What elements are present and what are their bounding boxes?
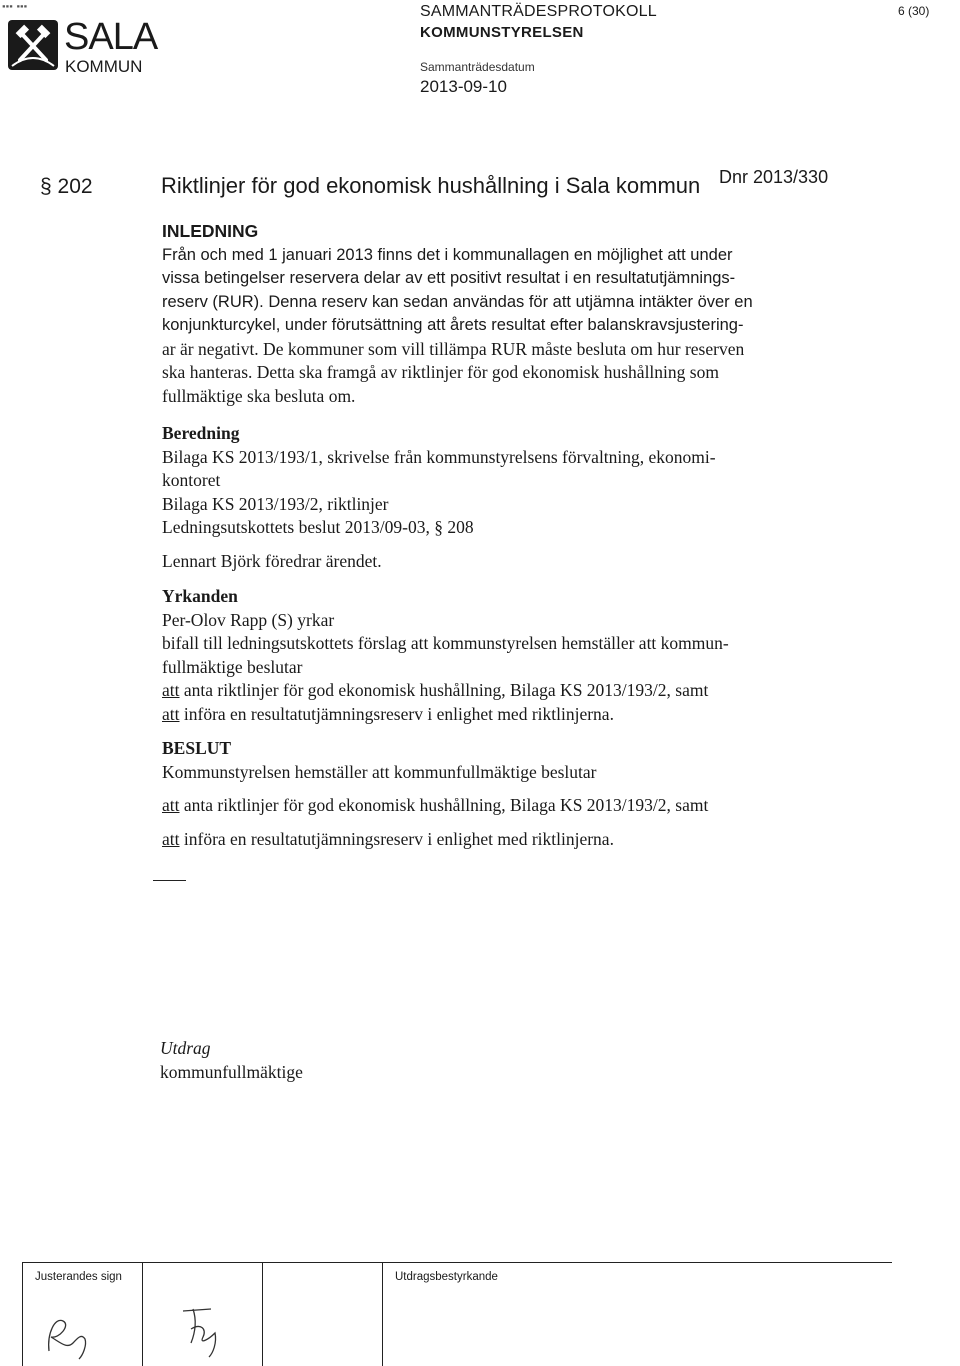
att-word: att [162,680,180,700]
logo-name: SALA [64,16,158,58]
board-name: KOMMUNSTYRELSEN [420,24,584,41]
end-divider [153,880,186,881]
att-clause-text: införa en resultatutjämningsreserv i enlighet med riktlinjerna. [179,703,614,724]
beredning-line: Bilaga KS 2013/193/2, riktlinjer [162,493,389,514]
page-number: 6 (30) [898,4,930,18]
inledning-body [162,244,862,338]
logo-subtitle: KOMMUN [65,57,143,76]
inledning-line: ar är negativt. De kommuner som vill tillämpa RUR måste besluta om hur reserven [162,338,745,359]
att-word: att [162,828,180,849]
inledning-line: vissa betingelser reservera delar av ett positivt resultat i en resultatutjämnings- [162,269,736,287]
hammer-emblem-icon [8,20,58,70]
inledning-line: konjunkturcykel, under förutsättning att årets resultat efter balanskravsjustering- [162,316,744,334]
yrkanden-line: bifall till ledningsutskottets förslag att kommunstyrelsen hemställer att kommun- [162,633,729,653]
beslut-att-clause-1 [162,794,862,818]
utdrag-label: Utdrag [160,1038,211,1058]
att-word: att [162,703,180,724]
section-number: § 202 [40,175,93,198]
scan-stamp-text: ▪▪▪ ▪▪▪ [2,3,28,10]
yrkanden-proposer: Per-Olov Rapp (S) yrkar [162,609,335,630]
justerandes-sign-label: Justerandes sign [35,1271,122,1283]
sala-kommun-logo [8,16,183,76]
beredning-line: Bilaga KS 2013/193/1, skrivelse från kommunstyrelsens förvaltning, ekonomi- [162,446,716,467]
beredning-line: kontoret [162,470,221,490]
inledning-heading: INLEDNING [162,221,259,241]
yrkanden-section [162,585,862,726]
inledning-line: fullmäktige ska besluta om. [162,385,356,406]
case-number: Dnr 2013/330 [719,167,829,187]
yrkanden-att-clause-1 [162,679,862,703]
signature-table [22,1262,892,1366]
meeting-date-label: Sammanträdesdatum [420,60,535,74]
signature-cell-3 [262,1263,383,1366]
utdragsbestyrkande-label: Utdragsbestyrkande [395,1271,498,1283]
utdrag-recipient: kommunfullmäktige [160,1061,303,1082]
att-clause-text: anta riktlinjer för god ekonomisk hushållning, Bilaga KS 2013/193/2, samt [179,680,709,700]
att-word: att [162,795,180,815]
yrkanden-att-clause-2 [162,703,862,727]
beredning-heading: Beredning [162,423,240,443]
beredning-section [162,422,862,573]
meeting-date: 2013-09-10 [420,77,507,96]
yrkanden-line: fullmäktige beslutar [162,656,303,677]
inledning-section [162,220,862,408]
section-title: Riktlinjer för god ekonomisk hushållning i Sala kommun [161,173,701,198]
inledning-line: ska hanteras. Detta ska framgå av riktlinjer för god ekonomisk hushållning som [162,362,719,382]
beslut-att-clause-2 [162,828,862,852]
utdragsbestyrkande-cell [382,1263,893,1366]
beredning-presenter: Lennart Björk föredrar ärendet. [162,550,382,571]
justerandes-sign-cell [22,1263,143,1366]
utdrag-section [160,1037,303,1084]
signature-initials-1 [37,1303,107,1363]
beslut-heading: BESLUT [162,738,232,758]
signature-cell-2 [142,1263,263,1366]
att-clause-text: anta riktlinjer för god ekonomisk hushållning, Bilaga KS 2013/193/2, samt [179,795,709,815]
yrkanden-heading: Yrkanden [162,586,238,606]
scan-stamp [2,2,27,10]
inledning-body-continued [162,338,862,409]
inledning-line: reserv (RUR). Denna reserv kan sedan användas för att utjämna intäkter över en [162,292,753,311]
inledning-line: Från och med 1 januari 2013 finns det i kommunallagen en möjlighet att under [162,245,733,264]
document-type: SAMMANTRÄDESPROTOKOLL [420,3,657,20]
beslut-section [162,737,862,851]
beslut-intro: Kommunstyrelsen hemställer att kommunfullmäktige beslutar [162,761,597,782]
signature-initials-2 [173,1299,243,1359]
att-clause-text: införa en resultatutjämningsreserv i enlighet med riktlinjerna. [179,828,614,849]
beredning-line: Ledningsutskottets beslut 2013/09-03, § 208 [162,517,474,537]
